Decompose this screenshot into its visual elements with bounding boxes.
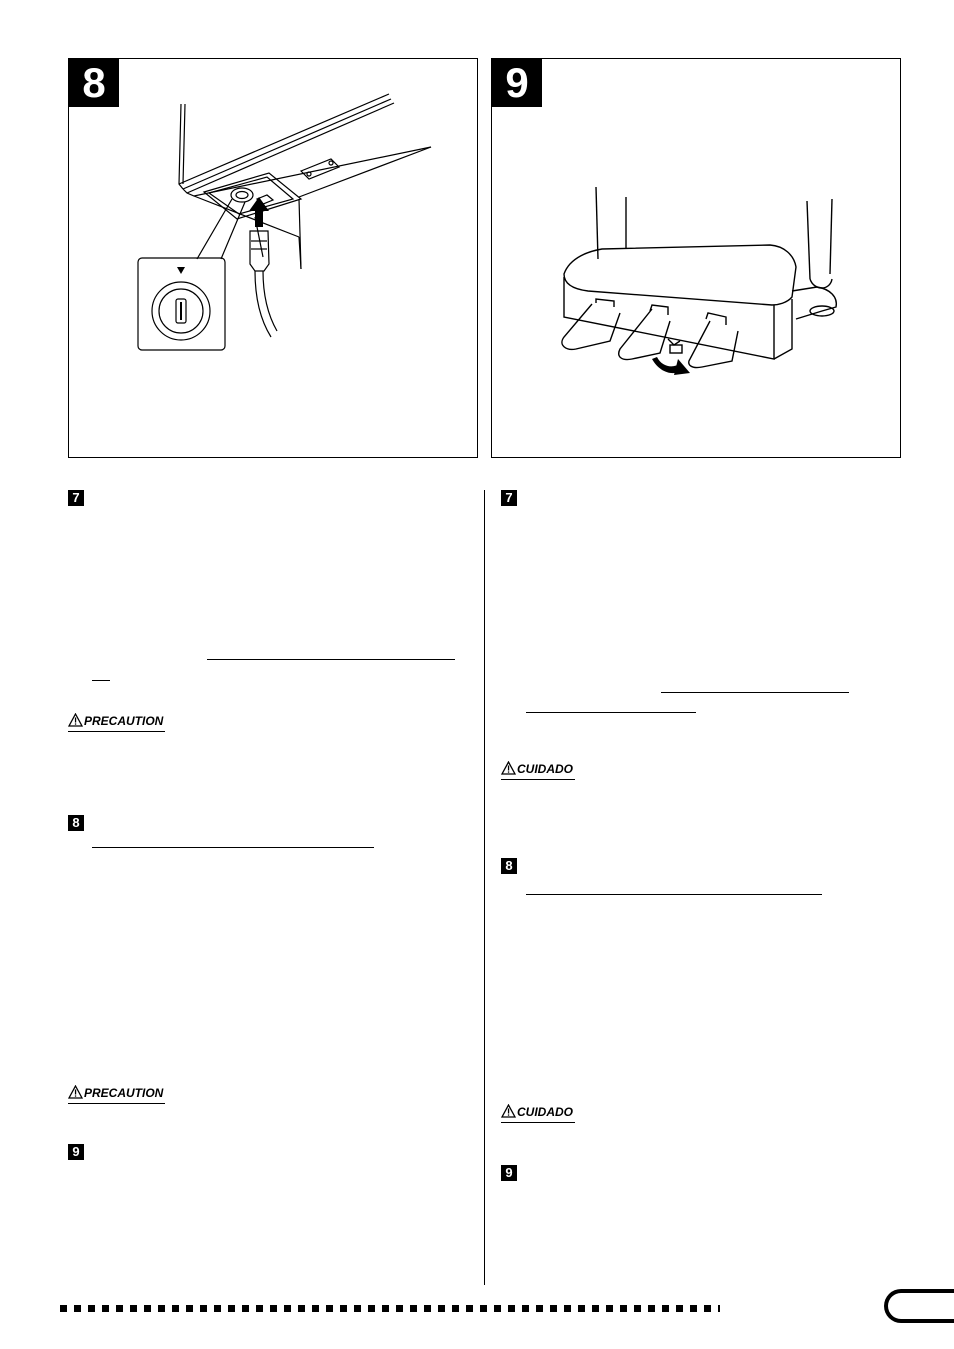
footer-dotted-rule bbox=[60, 1305, 720, 1312]
page-number-tab bbox=[884, 1289, 954, 1323]
warning-triangle-icon bbox=[501, 761, 516, 775]
precaution-label: PRECAUTION bbox=[68, 713, 165, 732]
column-divider bbox=[484, 490, 485, 1285]
underline bbox=[526, 712, 696, 713]
cuidado-label: CUIDADO bbox=[501, 761, 575, 780]
underline bbox=[92, 847, 374, 848]
step-9-marker: 9 bbox=[68, 1144, 84, 1160]
down-triangle-icon bbox=[177, 267, 185, 274]
underline bbox=[526, 894, 822, 895]
step-8-marker: 8 bbox=[501, 858, 517, 874]
cuidado-label: CUIDADO bbox=[501, 1104, 575, 1123]
step-7-marker: 7 bbox=[501, 490, 517, 506]
warning-triangle-icon bbox=[501, 1104, 516, 1118]
figure-9-number: 9 bbox=[492, 59, 542, 107]
figure-9-panel bbox=[491, 58, 901, 458]
underline bbox=[92, 680, 110, 681]
warning-triangle-icon bbox=[68, 713, 83, 727]
pedal-unit-illustration bbox=[492, 59, 902, 459]
figure-8-number: 8 bbox=[69, 59, 119, 107]
step-7-marker: 7 bbox=[68, 490, 84, 506]
warning-triangle-icon bbox=[68, 1085, 83, 1099]
power-cord-illustration bbox=[69, 59, 479, 459]
figure-8-panel bbox=[68, 58, 478, 458]
precaution-label: PRECAUTION bbox=[68, 1085, 165, 1104]
step-8-marker: 8 bbox=[68, 815, 84, 831]
underline bbox=[207, 659, 455, 660]
underline bbox=[661, 692, 849, 693]
step-9-marker: 9 bbox=[501, 1165, 517, 1181]
